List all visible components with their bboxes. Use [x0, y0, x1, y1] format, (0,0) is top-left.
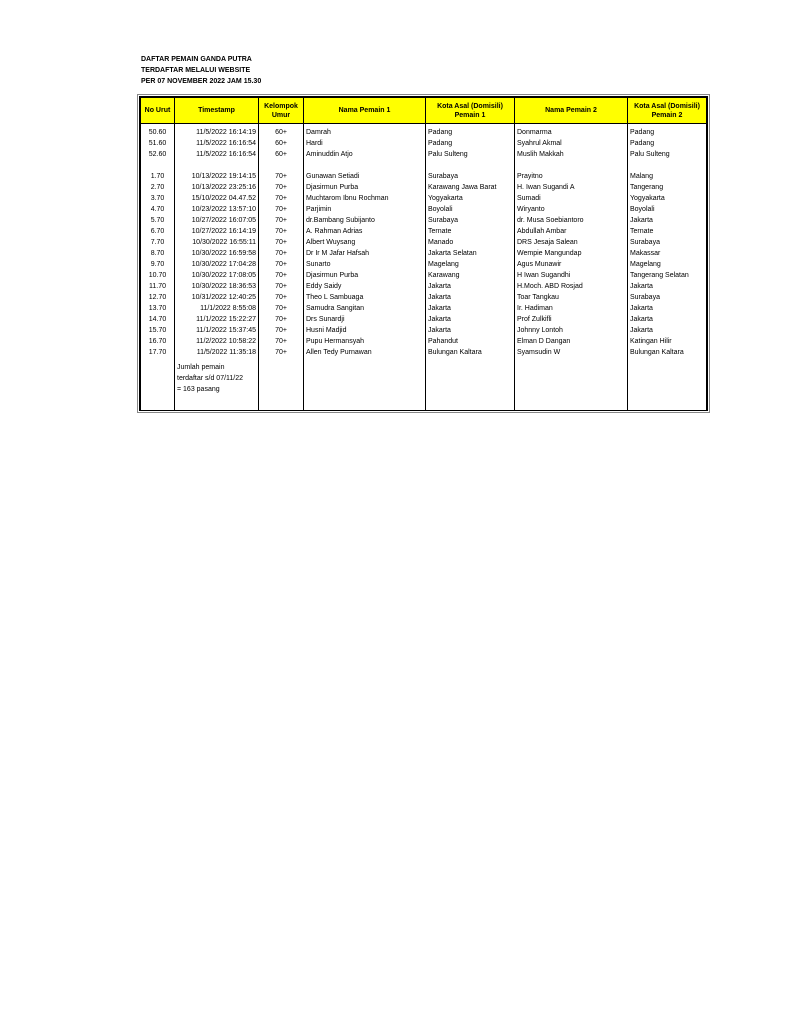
title-line-3: PER 07 NOVEMBER 2022 JAM 15.30 — [141, 78, 262, 85]
cell-kota-asal-2: Ternate — [628, 226, 707, 237]
cell-nama-pemain-1: Theo L Sambuaga — [304, 292, 426, 303]
cell-nama-pemain-1: Damrah — [304, 124, 426, 139]
cell-nama-pemain-2: Agus Munawir — [515, 259, 628, 270]
cell-kota-asal-2: Jakarta — [628, 325, 707, 336]
table-row — [141, 237, 707, 248]
cell-timestamp: 11/1/2022 8:55:08 — [175, 303, 259, 314]
table-row — [141, 124, 707, 139]
cell-no-urut: 7.70 — [141, 237, 175, 248]
table-row — [141, 204, 707, 215]
cell-kota-asal-1: Boyolali — [426, 204, 515, 215]
cell-kota-asal-1: Jakarta Selatan — [426, 248, 515, 259]
cell-timestamp: 11/5/2022 11:35:18 — [175, 347, 259, 358]
table-row — [141, 270, 707, 281]
cell-timestamp — [175, 160, 259, 171]
summary-line-1: Jumlah pemain — [177, 364, 225, 371]
cell-timestamp: 10/30/2022 17:04:28 — [175, 259, 259, 270]
cell-nama-pemain-1: Allen Tedy Purnawan — [304, 347, 426, 358]
cell-kota-asal-2: Palu Sulteng — [628, 149, 707, 160]
cell-kota-asal-1: Padang — [426, 124, 515, 139]
cell-kota-asal-2: Tangerang Selatan — [628, 270, 707, 281]
cell-nama-pemain-1: Aminuddin Atjo — [304, 149, 426, 160]
cell-kelompok-umur: 70+ — [259, 204, 304, 215]
cell-kota-asal-2: Tangerang — [628, 182, 707, 193]
cell-kota-asal-1: Jakarta — [426, 325, 515, 336]
cell-nama-pemain-2: Abdullah Ambar — [515, 226, 628, 237]
cell-kelompok-umur: 60+ — [259, 138, 304, 149]
cell-nama-pemain-2: Muslih Makkah — [515, 149, 628, 160]
cell-timestamp: 10/30/2022 16:59:58 — [175, 248, 259, 259]
cell-kelompok-umur: 70+ — [259, 336, 304, 347]
cell-kota-asal-1: Bulungan Kaltara — [426, 347, 515, 358]
cell-no-urut: 13.70 — [141, 303, 175, 314]
cell-timestamp: 11/1/2022 15:22:27 — [175, 314, 259, 325]
cell-kota-asal-1: Jakarta — [426, 314, 515, 325]
cell-kota-asal-1: Ternate — [426, 226, 515, 237]
cell-kelompok-umur: 70+ — [259, 270, 304, 281]
header-nama-pemain-1: Nama Pemain 1 — [304, 98, 426, 124]
cell-kota-asal-1: Surabaya — [426, 215, 515, 226]
cell-kota-asal-2: Jakarta — [628, 314, 707, 325]
cell-no-urut: 12.70 — [141, 292, 175, 303]
cell-timestamp: 10/31/2022 12:40:25 — [175, 292, 259, 303]
table-row — [141, 292, 707, 303]
summary-cell — [175, 358, 259, 398]
cell-nama-pemain-1: Dr Ir M Jafar Hafsah — [304, 248, 426, 259]
cell-no-urut: 3.70 — [141, 193, 175, 204]
cell-kelompok-umur: 70+ — [259, 171, 304, 182]
cell-nama-pemain-2 — [515, 160, 628, 171]
cell-kota-asal-2: Katingan Hilir — [628, 336, 707, 347]
spacer-row — [141, 398, 707, 410]
cell-nama-pemain-1: Gunawan Setiadi — [304, 171, 426, 182]
cell-timestamp: 10/30/2022 17:08:05 — [175, 270, 259, 281]
cell-timestamp: 11/5/2022 16:16:54 — [175, 149, 259, 160]
cell-nama-pemain-2: Elman D Dangan — [515, 336, 628, 347]
title-line-1: DAFTAR PEMAIN GANDA PUTRA — [141, 56, 252, 63]
cell-no-urut: 11.70 — [141, 281, 175, 292]
cell-kelompok-umur: 70+ — [259, 215, 304, 226]
cell-no-urut: 6.70 — [141, 226, 175, 237]
cell-kelompok-umur: 70+ — [259, 237, 304, 248]
cell-kota-asal-2: Bulungan Kaltara — [628, 347, 707, 358]
summary-line-3: = 163 pasang — [177, 386, 220, 393]
cell-nama-pemain-2: Syamsudin W — [515, 347, 628, 358]
player-table-frame — [139, 96, 708, 411]
cell-kota-asal-1: Manado — [426, 237, 515, 248]
cell-timestamp: 10/27/2022 16:14:19 — [175, 226, 259, 237]
cell-nama-pemain-1: Drs Sunardji — [304, 314, 426, 325]
cell-no-urut: 2.70 — [141, 182, 175, 193]
cell-nama-pemain-2: dr. Musa Soebiantoro — [515, 215, 628, 226]
table-row — [141, 193, 707, 204]
table-row — [141, 182, 707, 193]
cell-nama-pemain-1: Djasirmun Purba — [304, 270, 426, 281]
cell-timestamp: 11/1/2022 15:37:45 — [175, 325, 259, 336]
cell-no-urut: 50.60 — [141, 124, 175, 139]
cell-nama-pemain-1: Hardi — [304, 138, 426, 149]
cell-nama-pemain-2: Donmarma — [515, 124, 628, 139]
cell-nama-pemain-2: Prof Zulkifli — [515, 314, 628, 325]
cell-kelompok-umur: 70+ — [259, 314, 304, 325]
cell-nama-pemain-2: Toar Tangkau — [515, 292, 628, 303]
table-row — [141, 281, 707, 292]
cell-nama-pemain-1: A. Rahman Adrias — [304, 226, 426, 237]
cell-nama-pemain-1: Husni Madjid — [304, 325, 426, 336]
cell-kota-asal-1: Surabaya — [426, 171, 515, 182]
cell-nama-pemain-2: DRS Jesaja Salean — [515, 237, 628, 248]
cell-kelompok-umur: 60+ — [259, 124, 304, 139]
cell-no-urut: 17.70 — [141, 347, 175, 358]
table-row — [141, 215, 707, 226]
cell-timestamp: 10/30/2022 18:36:53 — [175, 281, 259, 292]
table-row — [141, 138, 707, 149]
cell-nama-pemain-2: Syahrul Akmal — [515, 138, 628, 149]
document-title — [141, 54, 261, 87]
table-row — [141, 314, 707, 325]
cell-kota-asal-2: Boyolali — [628, 204, 707, 215]
cell-nama-pemain-2: Wiryanto — [515, 204, 628, 215]
cell-kelompok-umur: 70+ — [259, 193, 304, 204]
cell-nama-pemain-2: H Iwan Sugandhi — [515, 270, 628, 281]
cell-kota-asal-2: Padang — [628, 124, 707, 139]
cell-kelompok-umur: 70+ — [259, 259, 304, 270]
cell-kota-asal-1: Jakarta — [426, 292, 515, 303]
cell-kota-asal-1: Karawang — [426, 270, 515, 281]
summary-row — [141, 358, 707, 398]
cell-kelompok-umur: 70+ — [259, 347, 304, 358]
cell-kota-asal-1: Yogyakarta — [426, 193, 515, 204]
cell-timestamp: 10/23/2022 13:57:10 — [175, 204, 259, 215]
cell-no-urut: 9.70 — [141, 259, 175, 270]
cell-no-urut: 5.70 — [141, 215, 175, 226]
cell-nama-pemain-1: Sunarto — [304, 259, 426, 270]
header-nama-pemain-2: Nama Pemain 2 — [515, 98, 628, 124]
cell-kota-asal-2: Surabaya — [628, 292, 707, 303]
header-kota-asal-1: Kota Asal (Domisili) Pemain 1 — [426, 98, 515, 124]
cell-kota-asal-2: Padang — [628, 138, 707, 149]
cell-kota-asal-2 — [628, 160, 707, 171]
cell-no-urut: 8.70 — [141, 248, 175, 259]
cell-timestamp: 11/5/2022 16:14:19 — [175, 124, 259, 139]
header-timestamp: Timestamp — [175, 98, 259, 124]
summary-line-2: terdaftar s/d 07/11/22 — [177, 375, 244, 382]
cell-timestamp: 10/13/2022 23:25:16 — [175, 182, 259, 193]
cell-no-urut: 51.60 — [141, 138, 175, 149]
cell-nama-pemain-2: Johnny Lontoh — [515, 325, 628, 336]
cell-kota-asal-2: Makassar — [628, 248, 707, 259]
table-row — [141, 248, 707, 259]
cell-nama-pemain-2: H.Moch. ABD Rosjad — [515, 281, 628, 292]
cell-kelompok-umur: 70+ — [259, 303, 304, 314]
table-row — [141, 160, 707, 171]
table-row — [141, 259, 707, 270]
table-body — [141, 124, 707, 359]
cell-timestamp: 11/2/2022 10:58:22 — [175, 336, 259, 347]
cell-nama-pemain-2: Wempie Mangundap — [515, 248, 628, 259]
cell-nama-pemain-1: Albert Wuysang — [304, 237, 426, 248]
cell-nama-pemain-1: dr.Bambang Subijanto — [304, 215, 426, 226]
cell-timestamp: 10/13/2022 19:14:15 — [175, 171, 259, 182]
cell-kelompok-umur: 70+ — [259, 248, 304, 259]
header-kelompok-umur: Kelompok Umur — [259, 98, 304, 124]
cell-kota-asal-1: Jakarta — [426, 281, 515, 292]
title-line-2: TERDAFTAR MELALUI WEBSITE — [141, 67, 251, 74]
table-row — [141, 303, 707, 314]
player-table — [140, 97, 707, 410]
cell-kelompok-umur: 70+ — [259, 325, 304, 336]
cell-no-urut — [141, 160, 175, 171]
header-kota-asal-2: Kota Asal (Domisili) Pemain 2 — [628, 98, 707, 124]
cell-kelompok-umur — [259, 160, 304, 171]
cell-timestamp: 10/27/2022 16:07:05 — [175, 215, 259, 226]
cell-kota-asal-1 — [426, 160, 515, 171]
cell-nama-pemain-1: Samudra Sangitan — [304, 303, 426, 314]
cell-nama-pemain-2: Sumadi — [515, 193, 628, 204]
cell-no-urut: 16.70 — [141, 336, 175, 347]
cell-timestamp: 11/5/2022 16:16:54 — [175, 138, 259, 149]
cell-nama-pemain-1: Muchtarom Ibnu Rochman — [304, 193, 426, 204]
cell-nama-pemain-1 — [304, 160, 426, 171]
table-row — [141, 336, 707, 347]
cell-no-urut: 14.70 — [141, 314, 175, 325]
cell-kelompok-umur: 70+ — [259, 226, 304, 237]
cell-kelompok-umur: 70+ — [259, 292, 304, 303]
cell-nama-pemain-2: H. Iwan Sugandi A — [515, 182, 628, 193]
cell-timestamp: 15/10/2022 04.47.52 — [175, 193, 259, 204]
cell-no-urut: 15.70 — [141, 325, 175, 336]
cell-kota-asal-1: Padang — [426, 138, 515, 149]
cell-kelompok-umur: 70+ — [259, 182, 304, 193]
cell-kota-asal-1: Karawang Jawa Barat — [426, 182, 515, 193]
cell-no-urut: 10.70 — [141, 270, 175, 281]
cell-nama-pemain-1: Djasirmun Purba — [304, 182, 426, 193]
cell-kota-asal-2: Surabaya — [628, 237, 707, 248]
cell-no-urut: 1.70 — [141, 171, 175, 182]
cell-no-urut: 4.70 — [141, 204, 175, 215]
table-row — [141, 325, 707, 336]
cell-kota-asal-2: Malang — [628, 171, 707, 182]
cell-kota-asal-2: Jakarta — [628, 303, 707, 314]
table-row — [141, 226, 707, 237]
cell-kota-asal-1: Jakarta — [426, 303, 515, 314]
cell-kota-asal-2: Jakarta — [628, 215, 707, 226]
table-row — [141, 347, 707, 358]
cell-kota-asal-1: Magelang — [426, 259, 515, 270]
cell-no-urut: 52.60 — [141, 149, 175, 160]
table-row — [141, 171, 707, 182]
header-no-urut: No Urut — [141, 98, 175, 124]
cell-nama-pemain-2: Prayitno — [515, 171, 628, 182]
cell-kota-asal-1: Pahandut — [426, 336, 515, 347]
cell-kota-asal-2: Jakarta — [628, 281, 707, 292]
cell-timestamp: 10/30/2022 16:55:11 — [175, 237, 259, 248]
table-header-row — [141, 98, 707, 124]
table-row — [141, 149, 707, 160]
cell-nama-pemain-1: Pupu Hermansyah — [304, 336, 426, 347]
cell-kota-asal-2: Magelang — [628, 259, 707, 270]
cell-kelompok-umur: 70+ — [259, 281, 304, 292]
cell-kota-asal-2: Yogyakarta — [628, 193, 707, 204]
cell-nama-pemain-1: Parjimin — [304, 204, 426, 215]
cell-kota-asal-1: Palu Sulteng — [426, 149, 515, 160]
cell-kelompok-umur: 60+ — [259, 149, 304, 160]
cell-nama-pemain-2: Ir. Hadiman — [515, 303, 628, 314]
cell-nama-pemain-1: Eddy Saidy — [304, 281, 426, 292]
